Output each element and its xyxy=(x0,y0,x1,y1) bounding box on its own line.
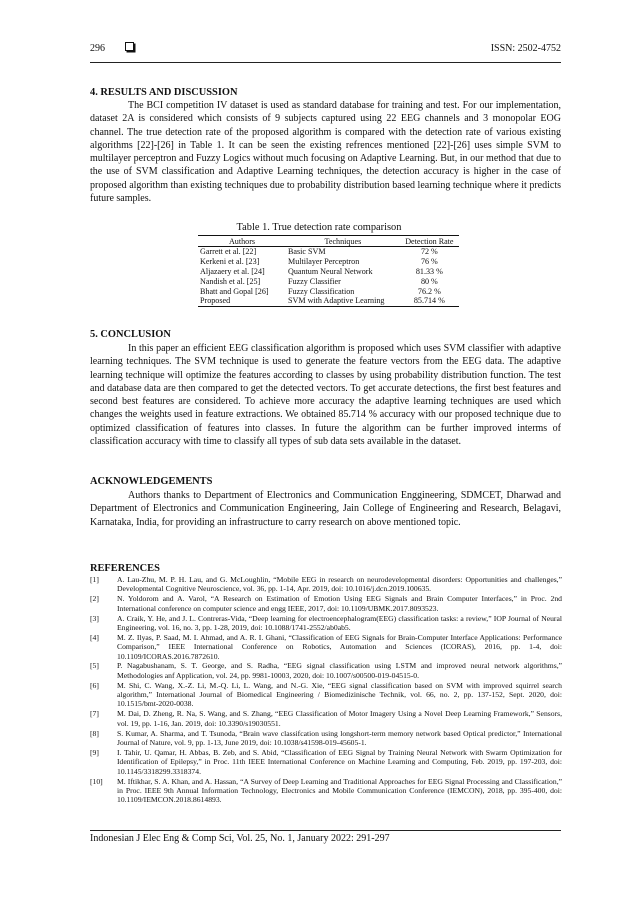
table-header-row xyxy=(198,236,459,247)
table-cell: Nandish et al. [25] xyxy=(200,276,261,286)
reference-item xyxy=(90,614,562,633)
reference-item xyxy=(90,681,562,709)
table-row xyxy=(198,296,459,306)
reference-text: A. Craik, Y. He, and J. L. Contreras-Vida, “Deep learning for electroencephalogram(EEG) classification tasks: a review,” IOP Journal of Neural Engineering, vol. 16, no. 3, pp. 1-28, 2019, doi: 10.1088/1741-2552/ab0ab5. xyxy=(117,613,562,632)
reference-number: [10] xyxy=(90,776,103,786)
table-cell: 76.2 % xyxy=(417,286,441,296)
table-cell: Quantum Neural Network xyxy=(288,266,373,276)
table-cell: Fuzzy Classification xyxy=(288,286,355,296)
table-cell: 72 % xyxy=(420,247,438,257)
square-bullet-icon xyxy=(125,42,134,51)
table-row xyxy=(198,286,459,296)
table-cell: 81.33 % xyxy=(415,266,443,276)
reference-item xyxy=(90,748,562,776)
reference-item xyxy=(90,709,562,728)
journal-citation: Indonesian J Elec Eng & Comp Sci, Vol. 25, No. 1, January 2022: 291-297 xyxy=(90,833,390,844)
page-footer xyxy=(90,830,561,844)
table-header-cell: Authors xyxy=(198,236,286,247)
reference-item xyxy=(90,729,562,748)
reference-item xyxy=(90,594,562,613)
reference-text: M. Iftikhar, S. A. Khan, and A. Hassan, “A Survey of Deep Learning and Traditional Approaches for EEG Signal Processing and Classification,” in Proc. IEEE 9th Annual Information Technology, Electronics and Mobile Communication Conference (IEMCON), 2018, pp. 395-400, doi: 10.1109/IEMCON.2018.8614893. xyxy=(117,776,562,805)
reference-item xyxy=(90,777,562,805)
table-cell: Aljazaery et al. [24] xyxy=(200,266,265,276)
table-row xyxy=(198,267,459,277)
reference-text: P. Nagabushanam, S. T. George, and S. Radha, “EEG signal classification using LSTM and improved neural network algorithms,” Methodologies anf Application, vol. 24, pp. 9981-10003, 2020, doi: 10.1007/s00500-019-04515-0. xyxy=(117,661,562,680)
detection-rate-table xyxy=(198,235,459,307)
reference-item xyxy=(90,633,562,661)
table-cell: Proposed xyxy=(198,296,286,306)
reference-number: [5] xyxy=(90,661,99,671)
reference-text: M. Z. Ilyas, P. Saad, M. I. Ahmad, and A. R. I. Ghani, “Classification of EEG Signals for Brain-Computer Interface Applications: Performance Comparison,” IEEE International Conference on Robotics, Automation and Sciences (ICORAS), 2016, pp. 1-4, doi: 10.1109/ICORAS.2016.7872610. xyxy=(117,632,562,661)
reference-number: [4] xyxy=(90,632,99,642)
reference-number: [6] xyxy=(90,680,99,690)
table-cell: Kerkeni et al. [23] xyxy=(200,257,260,267)
page-number: 296 xyxy=(90,43,105,54)
page-header xyxy=(90,40,561,63)
table-header-cell: Detection Rate xyxy=(400,236,459,247)
table-cell: 76 % xyxy=(420,257,438,267)
results-heading: 4. RESULTS AND DISCUSSION xyxy=(90,87,238,98)
table-header-cell: Techniques xyxy=(286,236,400,247)
references-heading: REFERENCES xyxy=(90,563,160,574)
references-list xyxy=(90,575,562,805)
acknowledgements-paragraph: Authors thanks to Department of Electronics and Communication Enggineering, SDMCET, Dharwad and Department of Electronics and Communication Engineering, Jain College of Engineering and Research, Belagavi, Karnataka, India, for providing an infrastructure to carry research on above mentioned topic. xyxy=(90,490,561,528)
issn-label: ISSN: 2502-4752 xyxy=(490,43,561,54)
reference-text: I. Tahir, U. Qamar, H. Abbas, B. Zeb, and S. Abid, “Classification of EEG Signal by Training Neural Network with Swarm Optimization for Identification of Epilepsy,” in Proc. 11th IEEE International Conference on Machine Learning and Computing, Feb. 2019, pp. 197-203, doi: 10.1145/3318299.3318374. xyxy=(117,747,562,776)
table-cell: Fuzzy Classifier xyxy=(288,276,341,286)
reference-number: [9] xyxy=(90,747,99,757)
table-cell: SVM with Adaptive Learning xyxy=(286,296,400,306)
table-cell: Multilayer Perceptron xyxy=(288,257,360,267)
results-paragraph: The BCI competition IV dataset is used as standard database for training and test. For our implementation, dataset 2A is considered which consists of 9 subjects captured using 22 EEG channels and 3 monopolar EOG channel. The true detection rate of the proposed algorithm is compared with the detection rate of various existing algorithms [22]-[26] in Table 1. It can be seen the existing refrences mentioned [22]-[26] uses simple SVM to multilayer perceptron and Fuzzy Logics without much focusing on Adaptive Learning. But, in our method that due to the use of SVM classification and Adaptive Learning techniques, the detection accuracy is higher in the case of proposed algorithm than existing techniques due to probability distribution based learning technique where it predicts future samples. xyxy=(90,100,561,205)
reference-number: [2] xyxy=(90,594,99,604)
table-row xyxy=(198,257,459,267)
reference-number: [3] xyxy=(90,613,99,623)
table-cell: 85.714 % xyxy=(400,296,459,306)
reference-text: N. Yoldorom and A. Varol, “A Research on Estimation of Emotion Using EEG Signals and Brain Computer Interfaces,” in Proc. 2nd International conference on computer science and engg IEEE, 2017, doi: 10.1109/UBMK.2017.8093523. xyxy=(117,594,562,613)
reference-number: [1] xyxy=(90,575,99,584)
reference-number: [7] xyxy=(90,709,99,719)
table-row xyxy=(198,247,459,257)
reference-text: M. Dai, D. Zheng, R. Na, S. Wang, and S. Zhang, “EEG Classification of Motor Imagery Using a Novel Deep Learning Framework,” Sensors, vol. 19, pp. 1-16, Jan. 2019, doi: 10.3390/s19030551. xyxy=(117,709,562,728)
reference-text: A. Lau-Zhu, M. P. H. Lau, and G. McLoughlin, “Mobile EEG in research on neurodevelopmental disorders: Opportunities and challenges,” Developmental Cognitive Neuroscience, vol. 36, pp. 1-14, Apr. 2019, doi: 10.1016/j.dcn.2019.100635. xyxy=(117,575,562,594)
reference-item xyxy=(90,661,562,680)
table-caption: Table 1. True detection rate comparison xyxy=(236,222,402,233)
reference-number: [8] xyxy=(90,728,99,738)
reference-text: S. Kumar, A. Sharma, and T. Tsunoda, “Brain wave classifcation using longshort-term memory network based Optical predictor,” International Journal of Nature, vol. 9, pp. 1-13, June 2019, doi: 10.1038/s41598-019-45605-1. xyxy=(117,728,562,747)
table-row xyxy=(198,276,459,286)
conclusion-paragraph: In this paper an efficient EEG classification algorithm is proposed which uses SVM classifier with adaptive learning techniques. The SVM technique is used to generate the feature vectors from the EEG data. The adaptive learning technique will optimize the features according to classes by using probability distribution function. The test and database data are then compared to get the detected vectors. To get accurate detections, the first best features and second best features are considered. To achieve more accuracy the adaptive learning techniques are used which changes the weights used in feature extractions. We obtained 85.714 % accuracy with our proposed technique due to optimized classification of features into classes. In future the algorithm can be further improved interms of classification accuracy with time to classify all types of sub data sets available in the dataset. xyxy=(90,343,561,448)
table-cell: Garrett et al. [22] xyxy=(200,247,257,257)
conclusion-heading: 5. CONCLUSION xyxy=(90,329,171,340)
table-cell: Basic SVM xyxy=(288,247,326,257)
reference-text: M. Shi, C. Wang, X.-Z. Li, M.-Q. Li, L. Wang, and N.-G. Xie, “EEG signal classification based on SVM with improved squirrel search algorithm,” International Journal of Biomedical Engineering / Biomedizinische Technik, vol. 66, no. 2, pp. 137-152, Sept. 2020, doi: 10.1515/bmt-2020-0038. xyxy=(117,680,562,709)
table-cell: 80 % xyxy=(420,276,438,286)
reference-item xyxy=(90,575,562,594)
table-cell: Bhatt and Gopal [26] xyxy=(200,286,269,296)
acknowledgements-heading: ACKNOWLEDGEMENTS xyxy=(90,476,213,487)
